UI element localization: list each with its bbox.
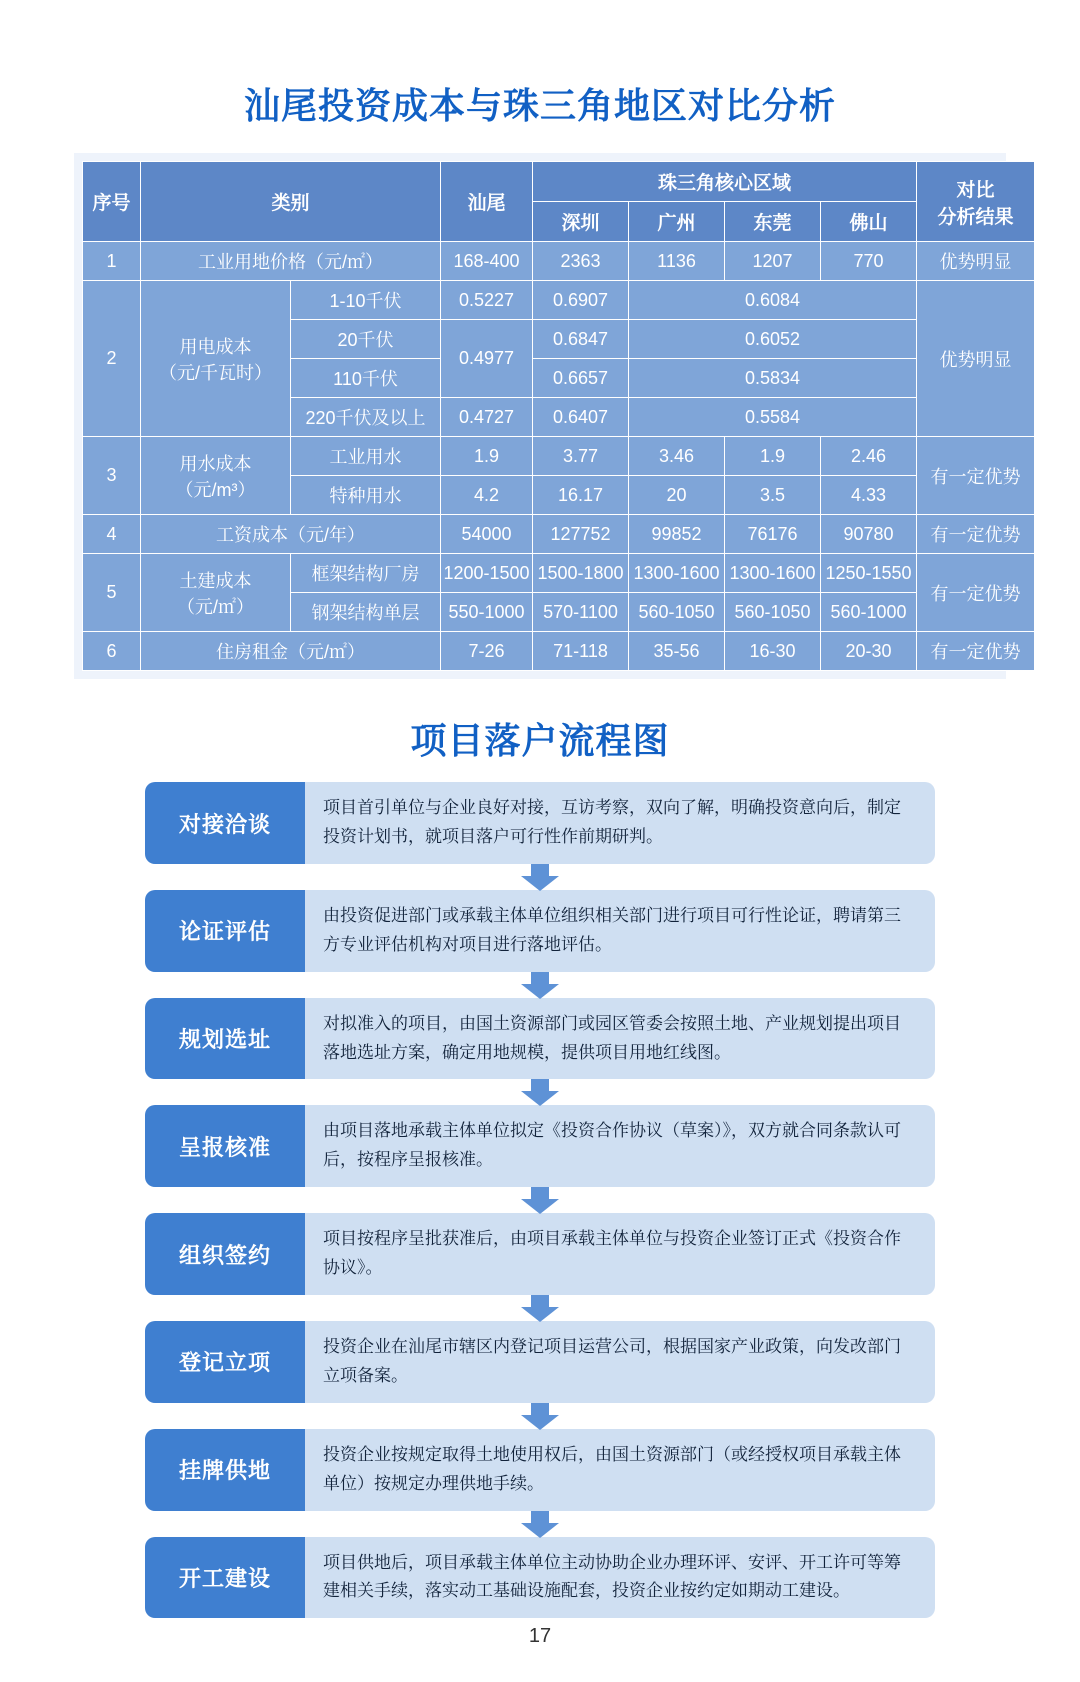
cell-result: 有一定优势 [917,632,1035,671]
flow-step-7 [145,1429,935,1511]
cell-dongguan: 560-1050 [725,593,821,632]
cell-seq: 1 [83,242,141,281]
cell-foshan: 1250-1550 [821,554,917,593]
cell-result: 有一定优势 [917,437,1035,515]
cell-dongguan: 3.5 [725,476,821,515]
flow-arrow-down-icon [520,1295,560,1321]
table-row [83,515,1035,554]
cell-category-line2: （元/m³） [175,479,256,500]
table-header [83,162,1035,242]
header-result [917,162,1035,242]
flow-step-text: 投资企业在汕尾市辖区内登记项目运营公司，根据国家产业政策，向发改部门立项备案。 [305,1321,935,1403]
cell-category-line1: 用电成本 [179,336,252,357]
cell-guangzhou: 1136 [629,242,725,281]
cell-category-line2: （元/千瓦时） [158,362,272,383]
cell-merged-cities: 0.5584 [629,398,917,437]
cell-result: 有一定优势 [917,554,1035,632]
cell-result: 优势明显 [917,281,1035,437]
header-dongguan: 东莞 [725,202,821,242]
cell-category: 工业用地价格（元/㎡） [141,242,441,281]
flow-step-label: 论证评估 [145,890,305,972]
cell-shenzhen: 0.6847 [533,320,629,359]
page-title-table: 汕尾投资成本与珠三角地区对比分析 [243,85,836,126]
cell-foshan: 770 [821,242,917,281]
cell-category [141,554,291,632]
cell-subcategory: 框架结构厂房 [291,554,441,593]
table-row [83,554,1035,593]
cell-guangzhou: 99852 [629,515,725,554]
table-row [83,437,1035,476]
cell-result: 有一定优势 [917,515,1035,554]
cell-guangzhou: 3.46 [629,437,725,476]
flow-arrow-down-icon [520,1511,560,1537]
cell-category: 住房租金（元/㎡） [141,632,441,671]
cell-shenzhen: 71-118 [533,632,629,671]
cell-subcategory: 110千伏 [291,359,441,398]
cell-shenzhen: 570-1100 [533,593,629,632]
flow-step-text: 项目供地后，项目承载主体单位主动协助企业办理环评、安评、开工许可等筹建相关手续，落实动工基础设施配套，投资企业按约定如期动工建设。 [305,1537,935,1619]
cost-comparison-table-wrapper [74,153,1021,679]
header-result-line1: 对比 [956,179,995,201]
cell-subcategory: 工业用水 [291,437,441,476]
flow-step-text: 投资企业按规定取得土地使用权后，由国土资源部门（或经授权项目承载主体单位）按规定办理供地手续。 [305,1429,935,1511]
cell-category-line1: 用水成本 [179,453,252,474]
flow-step-label: 登记立项 [145,1321,305,1403]
flow-step-3 [145,998,935,1080]
flow-step-text: 项目按程序呈批获准后，由项目承载主体单位与投资企业签订正式《投资合作协议》。 [305,1213,935,1295]
cell-dongguan: 1300-1600 [725,554,821,593]
cell-shanwei: 0.4977 [441,320,533,398]
flow-step-text: 由投资促进部门或承载主体单位组织相关部门进行项目可行性论证，聘请第三方专业评估机构对项目进行落地评估。 [305,890,935,972]
cell-shanwei: 1200-1500 [441,554,533,593]
header-shanwei: 汕尾 [441,162,533,242]
table-row [83,281,1035,320]
flow-step-text: 对拟准入的项目，由国土资源部门或园区管委会按照土地、产业规划提出项目落地选址方案，确定用地规模，提供项目用地红线图。 [305,998,935,1080]
cell-subcategory: 特种用水 [291,476,441,515]
cell-shanwei: 168-400 [441,242,533,281]
cell-guangzhou: 20 [629,476,725,515]
header-guangzhou: 广州 [629,202,725,242]
table-row [83,242,1035,281]
cell-shenzhen: 0.6907 [533,281,629,320]
cell-seq: 2 [83,281,141,437]
cell-guangzhou: 1300-1600 [629,554,725,593]
table-body [83,242,1035,671]
cell-merged-cities: 0.5834 [629,359,917,398]
cell-shanwei: 1.9 [441,437,533,476]
cell-foshan: 560-1000 [821,593,917,632]
flow-step-2 [145,890,935,972]
cell-seq: 6 [83,632,141,671]
cell-category [141,437,291,515]
cell-foshan: 90780 [821,515,917,554]
cell-shenzhen: 16.17 [533,476,629,515]
cell-shanwei: 4.2 [441,476,533,515]
cell-dongguan: 16-30 [725,632,821,671]
flow-step-4 [145,1105,935,1187]
cell-foshan: 20-30 [821,632,917,671]
cell-shenzhen: 0.6407 [533,398,629,437]
flow-step-text: 由项目落地承载主体单位拟定《投资合作协议（草案）》，双方就合同条款认可后，按程序呈报核准。 [305,1105,935,1187]
document-page [0,78,1080,1682]
cell-guangzhou: 560-1050 [629,593,725,632]
cell-shenzhen: 1500-1800 [533,554,629,593]
flow-arrow-down-icon [520,864,560,890]
flow-arrow-down-icon [520,1079,560,1105]
flow-step-label: 开工建设 [145,1537,305,1619]
cell-shanwei: 0.4727 [441,398,533,437]
flow-step-label: 挂牌供地 [145,1429,305,1511]
flow-step-8 [145,1537,935,1619]
cell-dongguan: 1.9 [725,437,821,476]
header-shenzhen: 深圳 [533,202,629,242]
cell-guangzhou: 35-56 [629,632,725,671]
cell-category [141,281,291,437]
cell-seq: 5 [83,554,141,632]
header-foshan: 佛山 [821,202,917,242]
header-category: 类别 [141,162,441,242]
cell-category-line1: 土建成本 [179,570,252,591]
cell-result: 优势明显 [917,242,1035,281]
cell-subcategory: 钢架结构单层 [291,593,441,632]
flow-arrow-down-icon [520,972,560,998]
cell-dongguan: 76176 [725,515,821,554]
cell-foshan: 4.33 [821,476,917,515]
cell-subcategory: 220千伏及以上 [291,398,441,437]
header-pearl-river-delta: 珠三角核心区域 [533,162,917,202]
cell-seq: 4 [83,515,141,554]
cell-foshan: 2.46 [821,437,917,476]
header-seq: 序号 [83,162,141,242]
cell-category: 工资成本（元/年） [141,515,441,554]
cell-shanwei: 0.5227 [441,281,533,320]
flow-arrow-down-icon [520,1187,560,1213]
cell-category-line2: （元/㎡） [176,596,254,617]
table-header-row-1 [83,162,1035,202]
flow-step-label: 规划选址 [145,998,305,1080]
page-number: 17 [528,1625,552,1647]
flow-step-label: 组织签约 [145,1213,305,1295]
cell-merged-cities: 0.6052 [629,320,917,359]
flow-step-6 [145,1321,935,1403]
project-settlement-flowchart [145,782,935,1618]
cell-shenzhen: 127752 [533,515,629,554]
cell-shanwei: 54000 [441,515,533,554]
table-row [83,632,1035,671]
cell-subcategory: 20千伏 [291,320,441,359]
cell-dongguan: 1207 [725,242,821,281]
flow-step-1 [145,782,935,864]
flow-step-label: 呈报核准 [145,1105,305,1187]
flow-step-label: 对接洽谈 [145,782,305,864]
cell-shenzhen: 3.77 [533,437,629,476]
cell-shanwei: 550-1000 [441,593,533,632]
cell-shenzhen: 0.6657 [533,359,629,398]
cell-seq: 3 [83,437,141,515]
cell-subcategory: 1-10千伏 [291,281,441,320]
cell-shanwei: 7-26 [441,632,533,671]
flow-step-text: 项目首引单位与企业良好对接，互访考察，双向了解，明确投资意向后，制定投资计划书，就项目落户可行性作前期研判。 [305,782,935,864]
page-title-flow: 项目落户流程图 [410,720,670,762]
header-result-line2: 分析结果 [937,206,1014,228]
cell-merged-cities: 0.6084 [629,281,917,320]
cell-shenzhen: 2363 [533,242,629,281]
cost-comparison-table [82,161,1035,671]
flow-step-5 [145,1213,935,1295]
flow-arrow-down-icon [520,1403,560,1429]
